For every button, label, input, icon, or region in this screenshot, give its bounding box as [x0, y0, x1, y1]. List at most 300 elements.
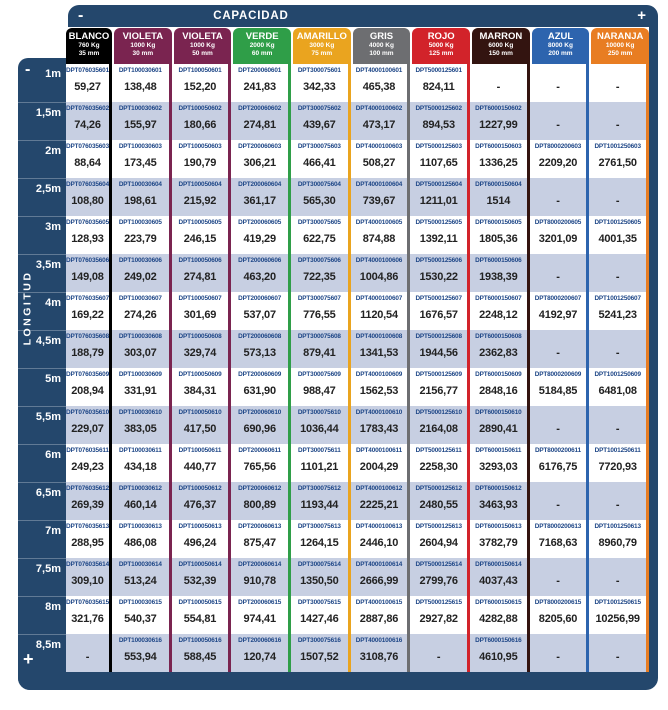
price-cell — [112, 64, 172, 102]
column-name: ROJO — [427, 31, 455, 42]
price-value: 1938,39 — [479, 271, 518, 283]
price-cell — [589, 482, 649, 520]
product-code: DPT1001250607 — [594, 295, 641, 302]
price-value: 246,15 — [183, 233, 217, 245]
price-cell — [231, 596, 291, 634]
product-code: DPT076035604 — [66, 181, 109, 188]
price-cell — [589, 178, 649, 216]
price-value: 274,81 — [243, 119, 276, 131]
product-code: DPT1001250609 — [594, 371, 641, 378]
length-plus-icon[interactable]: + — [23, 649, 34, 669]
column-capacity: 5000 Kg — [428, 42, 454, 49]
price-cell — [291, 140, 351, 178]
product-code: DPT076035608 — [66, 333, 109, 340]
price-value: 875,47 — [243, 537, 276, 549]
product-code: DPT076035613 — [66, 523, 109, 530]
column-width: 250 mm — [608, 50, 633, 57]
price-cell — [66, 368, 112, 406]
product-code: DPT8000200613 — [534, 523, 582, 530]
price-cell — [112, 368, 172, 406]
price-value: 800,89 — [243, 499, 276, 511]
price-value: 910,78 — [243, 575, 276, 587]
price-cell — [589, 102, 649, 140]
price-cell — [589, 216, 649, 254]
product-code: DPT076035602 — [66, 105, 109, 112]
product-code — [530, 482, 587, 493]
price-value: 303,07 — [124, 347, 157, 359]
price-value: 331,91 — [124, 385, 157, 397]
product-code — [589, 330, 646, 341]
price-value: 2164,08 — [419, 423, 458, 435]
price-cell — [291, 482, 351, 520]
price-cell — [231, 330, 291, 368]
price-cell — [291, 102, 351, 140]
product-code: DPT200060605 — [238, 219, 282, 226]
price-value: 2887,86 — [359, 613, 399, 625]
product-code: DPT100030602 — [118, 105, 162, 112]
row-label: 6m — [18, 444, 66, 482]
product-code: DPT1001250611 — [594, 447, 641, 454]
price-cell — [351, 330, 411, 368]
price-value: 4037,43 — [479, 575, 518, 587]
price-cell — [291, 520, 351, 558]
price-cell — [470, 102, 530, 140]
price-value: 384,31 — [183, 385, 217, 397]
product-code: DPT076035603 — [66, 143, 109, 150]
product-code — [410, 634, 467, 645]
product-code: DPT4000100610 — [355, 409, 403, 416]
column-name: VIOLETA — [122, 31, 164, 42]
price-cell — [589, 368, 649, 406]
product-code: DPT076035612 — [66, 485, 109, 492]
price-value: 74,26 — [74, 119, 101, 131]
product-code: DPT100030609 — [118, 371, 162, 378]
price-value: 1101,21 — [300, 461, 339, 473]
price-cell — [172, 64, 232, 102]
column-name: GRIS — [369, 31, 394, 42]
price-cell — [172, 520, 232, 558]
price-value: 108,80 — [71, 195, 104, 207]
price-cell — [112, 482, 172, 520]
product-code: DPT100030603 — [118, 143, 162, 150]
product-code: DPT5000125606 — [415, 257, 462, 264]
price-value: - — [436, 651, 441, 663]
price-cell — [410, 254, 470, 292]
column-capacity: 10000 Kg — [605, 42, 635, 49]
product-code: DPT200060603 — [238, 143, 282, 150]
row-label: 3m — [18, 216, 66, 254]
column-width: 60 mm — [251, 50, 273, 57]
price-value: 3108,76 — [359, 651, 399, 663]
price-cell — [112, 330, 172, 368]
product-code — [589, 634, 646, 645]
row-label: 2m — [18, 140, 66, 178]
price-value: 2446,10 — [359, 537, 399, 549]
product-code: DPT100030606 — [118, 257, 162, 264]
price-value: - — [496, 81, 501, 93]
price-value: 269,39 — [71, 499, 104, 511]
price-cell — [589, 64, 649, 102]
product-code: DPT4000100604 — [355, 181, 403, 188]
price-cell — [530, 178, 590, 216]
row-label: 3,5m — [18, 254, 66, 292]
price-value: 249,23 — [71, 461, 104, 473]
price-value: 329,74 — [183, 347, 217, 359]
product-code: DPT5000125602 — [415, 105, 462, 112]
price-cell — [291, 330, 351, 368]
product-code: DPT5000125612 — [415, 485, 462, 492]
price-cell — [291, 558, 351, 596]
product-code: DPT200060610 — [238, 409, 282, 416]
price-cell — [410, 520, 470, 558]
product-code: DPT100030614 — [118, 561, 162, 568]
price-cell — [351, 216, 411, 254]
product-code: DPT200060615 — [238, 599, 282, 606]
price-cell — [351, 596, 411, 634]
product-code: DPT5000125607 — [415, 295, 462, 302]
price-value: 2004,29 — [359, 461, 399, 473]
row-label: 7m — [18, 520, 66, 558]
price-value: 874,88 — [362, 233, 396, 245]
product-code: DPT100050614 — [178, 561, 222, 568]
product-code: DPT4000100611 — [355, 447, 402, 454]
price-cell — [172, 216, 232, 254]
product-code: DPT6000150604 — [475, 181, 522, 188]
price-cell — [172, 406, 232, 444]
column-width: 150 mm — [488, 50, 513, 57]
column-width: 100 mm — [369, 50, 394, 57]
price-cell — [589, 292, 649, 330]
product-code: DPT200060612 — [238, 485, 282, 492]
price-value: 10256,99 — [595, 613, 640, 625]
price-cell — [589, 558, 649, 596]
price-value: 2156,77 — [419, 385, 458, 397]
price-cell — [66, 406, 112, 444]
product-code: DPT4000100605 — [355, 219, 403, 226]
price-cell — [351, 178, 411, 216]
price-value: 128,93 — [71, 233, 104, 245]
price-value: 1227,99 — [479, 119, 518, 131]
price-value: 249,02 — [124, 271, 157, 283]
column-header-amarillo-4 — [293, 28, 351, 64]
price-value: 473,17 — [362, 119, 396, 131]
product-code: DPT100050606 — [178, 257, 222, 264]
product-code: DPT300075612 — [297, 485, 341, 492]
product-code — [530, 178, 587, 189]
price-value: 2248,12 — [479, 309, 518, 321]
price-cell — [66, 444, 112, 482]
price-cell — [410, 178, 470, 216]
price-cell — [112, 406, 172, 444]
product-code: DPT5000125613 — [415, 523, 462, 530]
product-code — [66, 634, 109, 645]
price-cell — [112, 520, 172, 558]
price-cell — [291, 254, 351, 292]
row-label: 8,5m — [18, 634, 66, 672]
product-code: DPT300075608 — [297, 333, 341, 340]
price-cell — [470, 216, 530, 254]
price-cell — [470, 634, 530, 672]
price-value: 1562,53 — [359, 385, 399, 397]
price-value: 532,39 — [183, 575, 217, 587]
product-code: DPT6000150607 — [475, 295, 522, 302]
price-value: 1350,50 — [300, 575, 339, 587]
price-cell — [589, 520, 649, 558]
product-code: DPT100030605 — [118, 219, 162, 226]
price-value: 463,20 — [243, 271, 276, 283]
price-value: 2761,50 — [598, 157, 637, 169]
price-cell — [470, 368, 530, 406]
product-code: DPT076035605 — [66, 219, 109, 226]
price-value: 2848,16 — [479, 385, 518, 397]
column-header-violeta-1 — [114, 28, 172, 64]
price-value: 1427,46 — [300, 613, 339, 625]
product-code: DPT4000100607 — [355, 295, 403, 302]
product-code: DPT200060608 — [238, 333, 282, 340]
row-label: 5,5m — [18, 406, 66, 444]
product-code: DPT200060609 — [238, 371, 282, 378]
price-value: 2480,55 — [419, 499, 458, 511]
product-code: DPT6000150614 — [475, 561, 522, 568]
price-value: - — [556, 575, 560, 587]
product-code: DPT100030610 — [118, 409, 162, 416]
price-value: 988,47 — [303, 385, 336, 397]
price-value: 2209,20 — [538, 157, 578, 169]
price-value: 4282,88 — [479, 613, 518, 625]
price-value: 824,11 — [422, 81, 455, 93]
price-value: 974,41 — [243, 613, 276, 625]
price-value: 180,66 — [183, 119, 217, 131]
price-value: 342,33 — [303, 81, 336, 93]
price-cell — [530, 64, 590, 102]
price-value: 540,37 — [124, 613, 157, 625]
product-code: DPT6000150605 — [475, 219, 522, 226]
price-value: 417,50 — [183, 423, 217, 435]
price-value: 173,45 — [124, 157, 157, 169]
price-value: 513,24 — [124, 575, 157, 587]
product-code: DPT076035614 — [66, 561, 109, 568]
price-cell — [410, 64, 470, 102]
product-code: DPT076035609 — [66, 371, 109, 378]
price-value: 537,07 — [243, 309, 276, 321]
product-code: DPT5000125611 — [415, 447, 462, 454]
price-value: 460,14 — [124, 499, 157, 511]
price-value: 215,92 — [183, 195, 217, 207]
product-code: DPT8000200605 — [534, 219, 582, 226]
price-value: 8205,60 — [538, 613, 578, 625]
product-code — [589, 254, 646, 265]
price-value: 554,81 — [183, 613, 217, 625]
price-cell — [351, 520, 411, 558]
column-name: AMARILLO — [296, 31, 347, 42]
product-code: DPT1001250603 — [594, 143, 641, 150]
product-code: DPT100050601 — [178, 67, 222, 74]
price-cell — [530, 216, 590, 254]
price-cell — [530, 140, 590, 178]
price-cell — [351, 140, 411, 178]
price-cell — [351, 292, 411, 330]
product-code: DPT300075614 — [297, 561, 341, 568]
capacity-plus-icon[interactable]: + — [637, 7, 646, 24]
row-label: 6,5m — [18, 482, 66, 520]
price-value: 690,96 — [243, 423, 276, 435]
product-code: DPT6000150611 — [475, 447, 522, 454]
product-code: DPT5000125610 — [415, 409, 462, 416]
product-code: DPT6000150616 — [475, 637, 522, 644]
product-code: DPT6000150610 — [475, 409, 522, 416]
price-value: 274,26 — [124, 309, 157, 321]
column-width: 75 mm — [311, 50, 333, 57]
price-value: 879,41 — [303, 347, 336, 359]
price-cell — [172, 140, 232, 178]
price-value: 1392,11 — [419, 233, 458, 245]
capacity-minus-icon[interactable]: - — [78, 7, 84, 24]
column-header-naranja-9 — [591, 28, 649, 64]
column-name: AZUL — [547, 31, 574, 42]
row-label: 4,5m — [18, 330, 66, 368]
column-capacity: 760 Kg — [78, 42, 100, 49]
price-value: - — [556, 195, 560, 207]
product-code: DPT300075604 — [297, 181, 341, 188]
price-value: 466,41 — [303, 157, 336, 169]
product-code — [530, 558, 587, 569]
price-value: 419,29 — [243, 233, 276, 245]
price-value: 476,37 — [183, 499, 217, 511]
price-cell — [589, 330, 649, 368]
price-cell — [470, 140, 530, 178]
price-cell — [172, 444, 232, 482]
price-value: 1341,53 — [359, 347, 399, 359]
product-code: DPT4000100615 — [355, 599, 403, 606]
column-header-violeta-2 — [174, 28, 232, 64]
price-value: 1036,44 — [300, 423, 339, 435]
price-value: 301,69 — [183, 309, 217, 321]
price-cell — [351, 64, 411, 102]
product-code: DPT300075609 — [297, 371, 341, 378]
price-value: 2927,82 — [419, 613, 458, 625]
product-code: DPT100030615 — [118, 599, 162, 606]
price-cell — [530, 102, 590, 140]
price-value: 1676,57 — [419, 309, 458, 321]
column-capacity: 6000 Kg — [488, 42, 514, 49]
product-code — [530, 102, 587, 113]
price-cell — [231, 634, 291, 672]
price-value: 434,18 — [124, 461, 157, 473]
product-code: DPT6000150606 — [475, 257, 522, 264]
price-value: 5184,85 — [538, 385, 578, 397]
price-value: 1783,43 — [359, 423, 399, 435]
column-width: 30 mm — [132, 50, 154, 57]
price-cell — [66, 330, 112, 368]
price-value: 169,22 — [71, 309, 104, 321]
column-capacity: 2000 Kg — [249, 42, 275, 49]
product-code — [530, 64, 587, 75]
price-cell — [351, 406, 411, 444]
price-value: 321,76 — [71, 613, 104, 625]
product-code: DPT5000125608 — [415, 333, 462, 340]
price-grid — [66, 64, 649, 672]
product-code: DPT4000100614 — [355, 561, 403, 568]
product-code: DPT200060606 — [238, 257, 282, 264]
price-value: - — [85, 651, 90, 663]
price-value: 1004,86 — [359, 271, 399, 283]
price-cell — [530, 368, 590, 406]
price-value: - — [556, 271, 560, 283]
price-cell — [410, 292, 470, 330]
price-value: - — [615, 81, 620, 93]
product-code: DPT200060607 — [238, 295, 282, 302]
price-cell — [530, 596, 590, 634]
price-cell — [112, 444, 172, 482]
price-value: 894,53 — [422, 119, 455, 131]
price-value: 59,27 — [74, 81, 101, 93]
price-value: 553,94 — [124, 651, 157, 663]
column-width: 125 mm — [429, 50, 454, 57]
price-value: 120,74 — [243, 651, 276, 663]
row-label: 1m — [45, 68, 61, 80]
price-value: 2225,21 — [359, 499, 399, 511]
price-value: 722,35 — [303, 271, 336, 283]
price-value: 496,24 — [183, 537, 217, 549]
price-cell — [351, 368, 411, 406]
price-value: 1193,44 — [300, 499, 339, 511]
product-code: DPT300075605 — [297, 219, 341, 226]
price-value: 274,81 — [183, 271, 217, 283]
price-cell — [112, 102, 172, 140]
price-value: 241,83 — [243, 81, 276, 93]
price-cell — [530, 406, 590, 444]
price-value: - — [556, 651, 560, 663]
product-code: DPT4000100603 — [355, 143, 403, 150]
length-minus-icon[interactable]: - — [25, 61, 31, 78]
product-code: DPT8000200607 — [534, 295, 582, 302]
price-cell — [470, 596, 530, 634]
price-value: 361,17 — [243, 195, 276, 207]
product-code: DPT100050608 — [178, 333, 222, 340]
product-code: DPT200060611 — [238, 447, 281, 454]
column-name: MARRON — [479, 31, 523, 42]
product-code: DPT076035606 — [66, 257, 109, 264]
price-cell — [410, 558, 470, 596]
product-code: DPT6000150613 — [475, 523, 522, 530]
price-cell — [66, 216, 112, 254]
product-code: DPT200060613 — [238, 523, 282, 530]
column-capacity: 3000 Kg — [309, 42, 335, 49]
column-width: 35 mm — [78, 50, 100, 57]
product-code: DPT076035611 — [66, 447, 109, 454]
product-code: DPT8000200603 — [534, 143, 582, 150]
product-code: DPT4000100608 — [355, 333, 403, 340]
price-cell — [470, 292, 530, 330]
price-cell — [231, 140, 291, 178]
price-cell — [112, 634, 172, 672]
product-code: DPT4000100606 — [355, 257, 403, 264]
price-cell — [231, 406, 291, 444]
price-cell — [410, 140, 470, 178]
price-cell — [530, 254, 590, 292]
price-value: - — [556, 119, 560, 131]
product-code: DPT100050609 — [178, 371, 222, 378]
price-cell — [112, 216, 172, 254]
price-cell — [351, 482, 411, 520]
price-value: 1107,65 — [419, 157, 458, 169]
price-value: 588,45 — [183, 651, 217, 663]
price-value: 3782,79 — [479, 537, 518, 549]
product-code: DPT100050612 — [178, 485, 222, 492]
price-value: 208,94 — [71, 385, 104, 397]
price-cell — [231, 178, 291, 216]
price-cell — [231, 444, 291, 482]
